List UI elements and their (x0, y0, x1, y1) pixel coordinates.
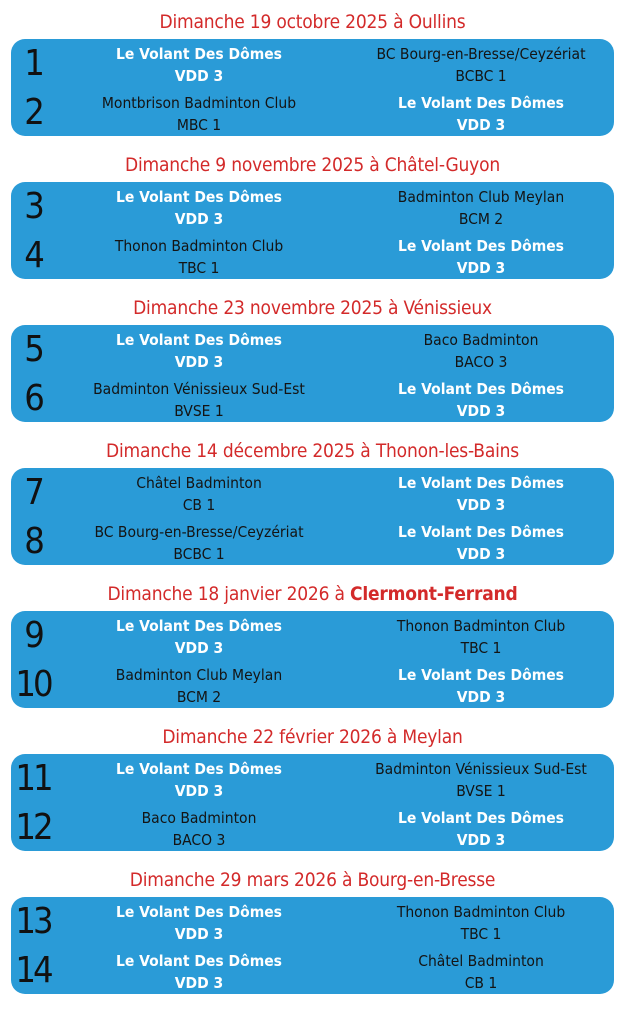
match-row (11, 660, 614, 708)
team-code: VDD 3 (456, 496, 506, 514)
match-box (11, 468, 614, 565)
home-team (73, 92, 325, 136)
home-team (73, 950, 325, 994)
day-title (0, 7, 625, 37)
team-name: Badminton Club Meylan (397, 188, 565, 206)
away-team (357, 472, 605, 516)
match-day (0, 722, 625, 851)
team-name: Le Volant Des Dômes (397, 523, 564, 541)
team-name: Le Volant Des Dômes (115, 760, 282, 778)
away-team (357, 521, 605, 565)
away-team (357, 92, 605, 136)
away-team (357, 807, 605, 851)
day-location: Oullins (408, 11, 466, 33)
team-code: CB 1 (182, 496, 216, 514)
team-code: VDD 3 (174, 210, 224, 228)
team-name: BC Bourg-en-Bresse/Ceyzériat (376, 45, 586, 63)
home-team (73, 664, 325, 708)
match-number: 7 (24, 472, 42, 513)
away-team (357, 378, 605, 422)
match-number: 5 (24, 329, 42, 370)
team-code: BACO 3 (172, 831, 226, 849)
home-team (73, 43, 325, 87)
day-title (0, 865, 625, 895)
day-title (0, 436, 625, 466)
away-team (357, 901, 605, 945)
home-team (73, 901, 325, 945)
day-date: Dimanche 19 octobre 2025 à (159, 11, 409, 33)
home-team (73, 807, 325, 851)
team-code: VDD 3 (174, 782, 224, 800)
match-row (11, 946, 614, 994)
match-number: 13 (15, 901, 51, 942)
match-number: 3 (24, 186, 42, 227)
match-box (11, 611, 614, 708)
day-location: Meylan (402, 726, 463, 748)
team-name: Montbrison Badminton Club (101, 94, 297, 112)
day-location: Vénissieux (403, 297, 492, 319)
home-team (73, 235, 325, 279)
team-name: Badminton Club Meylan (115, 666, 283, 684)
match-number: 4 (24, 235, 42, 276)
team-code: CB 1 (464, 974, 498, 992)
team-code: MBC 1 (176, 116, 222, 134)
team-name: Baco Badminton (423, 331, 539, 349)
day-location: Châtel-Guyon (384, 154, 500, 176)
team-code: VDD 3 (456, 545, 506, 563)
match-day (0, 579, 625, 708)
match-number: 1 (24, 43, 42, 84)
team-code: TBC 1 (178, 259, 220, 277)
match-number: 14 (15, 950, 51, 991)
day-title (0, 293, 625, 323)
match-number: 11 (15, 758, 51, 799)
team-code: BACO 3 (454, 353, 508, 371)
match-row (11, 88, 614, 136)
match-box (11, 897, 614, 994)
home-team (73, 329, 325, 373)
day-date: Dimanche 22 février 2026 à (162, 726, 403, 748)
match-day (0, 150, 625, 279)
team-code: BCM 2 (458, 210, 504, 228)
day-title (0, 150, 625, 180)
home-team (73, 378, 325, 422)
match-box (11, 754, 614, 851)
team-code: VDD 3 (174, 639, 224, 657)
team-code: VDD 3 (456, 831, 506, 849)
match-box (11, 325, 614, 422)
team-name: Le Volant Des Dômes (115, 617, 282, 635)
team-code: VDD 3 (174, 67, 224, 85)
match-row (11, 611, 614, 659)
team-name: Le Volant Des Dômes (115, 952, 282, 970)
day-date: Dimanche 18 janvier 2026 à (107, 583, 350, 605)
team-code: BCBC 1 (455, 67, 507, 85)
match-row (11, 182, 614, 230)
match-row (11, 231, 614, 279)
away-team (357, 758, 605, 802)
match-box (11, 182, 614, 279)
match-row (11, 754, 614, 802)
team-name: Badminton Vénissieux Sud-Est (375, 760, 587, 778)
day-date: Dimanche 29 mars 2026 à (129, 869, 358, 891)
day-date: Dimanche 23 novembre 2025 à (133, 297, 404, 319)
match-row (11, 325, 614, 373)
team-name: Le Volant Des Dômes (397, 237, 564, 255)
match-day (0, 436, 625, 565)
day-title (0, 722, 625, 752)
match-row (11, 374, 614, 422)
team-name: Le Volant Des Dômes (397, 380, 564, 398)
team-name: Le Volant Des Dômes (115, 331, 282, 349)
team-code: BCM 2 (176, 688, 222, 706)
match-number: 2 (24, 92, 42, 133)
match-row (11, 803, 614, 851)
team-code: VDD 3 (456, 259, 506, 277)
team-name: BC Bourg-en-Bresse/Ceyzériat (94, 523, 304, 541)
team-code: BVSE 1 (456, 782, 506, 800)
team-name: Thonon Badminton Club (396, 617, 566, 635)
home-team (73, 758, 325, 802)
home-team (73, 472, 325, 516)
match-row (11, 468, 614, 516)
away-team (357, 235, 605, 279)
team-name: Le Volant Des Dômes (115, 188, 282, 206)
team-name: Châtel Badminton (136, 474, 262, 492)
match-day (0, 7, 625, 136)
match-number: 10 (15, 664, 51, 705)
team-name: Le Volant Des Dômes (397, 474, 564, 492)
away-team (357, 615, 605, 659)
team-name: Le Volant Des Dômes (397, 94, 564, 112)
match-row (11, 39, 614, 87)
team-code: VDD 3 (456, 688, 506, 706)
match-row (11, 897, 614, 945)
team-name: Baco Badminton (141, 809, 257, 827)
away-team (357, 950, 605, 994)
team-code: BCBC 1 (173, 545, 225, 563)
team-name: Thonon Badminton Club (114, 237, 284, 255)
day-title (0, 579, 625, 609)
away-team (357, 43, 605, 87)
team-code: TBC 1 (460, 925, 502, 943)
away-team (357, 664, 605, 708)
match-row (11, 517, 614, 565)
match-box (11, 39, 614, 136)
day-location: Clermont-Ferrand (350, 583, 518, 605)
day-date: Dimanche 9 novembre 2025 à (125, 154, 385, 176)
match-number: 12 (15, 807, 51, 848)
day-location: Bourg-en-Bresse (357, 869, 496, 891)
away-team (357, 329, 605, 373)
match-day (0, 865, 625, 994)
home-team (73, 521, 325, 565)
team-code: VDD 3 (456, 116, 506, 134)
match-number: 9 (24, 615, 42, 656)
team-name: Badminton Vénissieux Sud-Est (93, 380, 305, 398)
team-code: BVSE 1 (174, 402, 224, 420)
match-day (0, 293, 625, 422)
team-name: Châtel Badminton (418, 952, 544, 970)
team-name: Thonon Badminton Club (396, 903, 566, 921)
team-code: TBC 1 (460, 639, 502, 657)
day-date: Dimanche 14 décembre 2025 à (106, 440, 376, 462)
home-team (73, 186, 325, 230)
match-number: 8 (24, 521, 42, 562)
team-code: VDD 3 (174, 925, 224, 943)
team-code: VDD 3 (456, 402, 506, 420)
team-code: VDD 3 (174, 353, 224, 371)
match-number: 6 (24, 378, 42, 419)
team-name: Le Volant Des Dômes (397, 809, 564, 827)
team-name: Le Volant Des Dômes (115, 45, 282, 63)
team-code: VDD 3 (174, 974, 224, 992)
home-team (73, 615, 325, 659)
team-name: Le Volant Des Dômes (397, 666, 564, 684)
team-name: Le Volant Des Dômes (115, 903, 282, 921)
day-location: Thonon-les-Bains (375, 440, 519, 462)
away-team (357, 186, 605, 230)
